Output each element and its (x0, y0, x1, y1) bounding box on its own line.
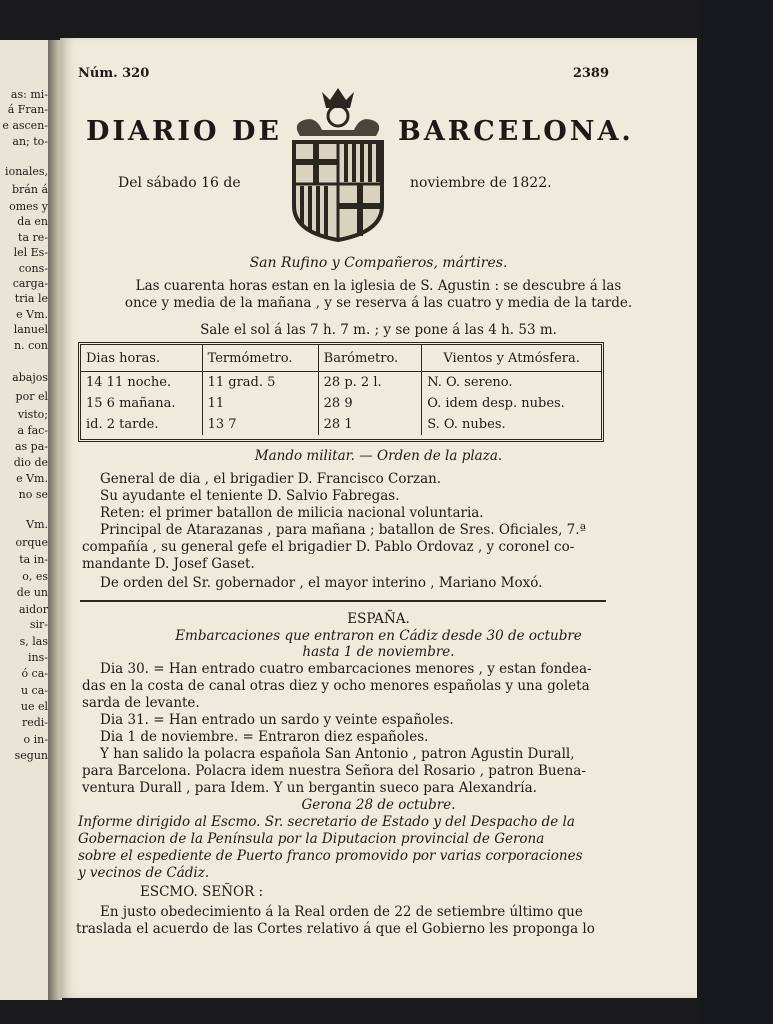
page-number: 2389 (572, 66, 609, 81)
news-line: Dia 30. = Han entrado cuatro embarcaciones menores , y estan fondea- (100, 661, 592, 677)
weather-cell: 28 p. 2 l. (318, 372, 422, 394)
left-page-text-fragment: lel Es- (13, 246, 48, 259)
military-line: compañía , su general gefe el brigadier D. Pablo Ordovaz , y coronel co- (82, 539, 575, 555)
news-line: Dia 1 de noviembre. = Entraron diez españoles. (100, 729, 429, 745)
left-page-text-fragment: da en (17, 215, 48, 228)
weather-cell: 14 11 noche. (86, 375, 172, 390)
date-line-right: noviembre de 1822. (410, 175, 552, 191)
left-page-text-fragment: s, las (19, 635, 48, 648)
left-page-text-fragment: á Fran- (7, 103, 48, 116)
military-line: mandante D. Josef Gaset. (82, 556, 255, 572)
weather-cell: 28 1 (318, 414, 422, 435)
weather-row (81, 414, 601, 435)
left-page-text-fragment: visto; (17, 408, 48, 421)
informe-line: y vecinos de Cádiz. (78, 865, 210, 881)
left-page-text-fragment: sir- (29, 618, 48, 631)
date-line-left: Del sábado 16 de (118, 175, 241, 191)
embarcaciones-heading: hasta 1 de noviembre. (302, 644, 455, 660)
left-page-text-fragment: e Vm. (16, 472, 48, 485)
left-page-text-fragment: o in- (23, 733, 48, 746)
weather-cell: 11 (202, 393, 318, 414)
weather-cell: id. 2 tarde. (86, 417, 159, 432)
issue-number: Núm. 320 (78, 66, 150, 81)
news-line: Dia 31. = Han entrado un sardo y veinte españoles. (100, 712, 454, 728)
left-page-text-fragment: brán á (12, 183, 48, 196)
left-page-text-fragment: u ca- (20, 684, 48, 697)
left-page-text-fragment: Vm. (26, 518, 48, 531)
military-line: Reten: el primer batallon de milicia nacional voluntaria. (100, 505, 484, 521)
left-page-text-fragment: cons- (18, 262, 48, 275)
left-page-text-fragment: o, es (22, 570, 48, 583)
left-page-text-fragment: a fac- (17, 424, 48, 437)
informe-line: sobre el espediente de Puerto franco promovido por varias corporaciones (78, 848, 583, 864)
weather-cell: N. O. sereno. (422, 372, 601, 394)
left-page-text-fragment: an; to- (12, 135, 48, 148)
weather-cell: 28 9 (318, 393, 422, 414)
news-line: para Barcelona. Polacra idem nuestra Señora del Rosario , patron Buena- (82, 763, 586, 779)
masthead-title-right: BARCELONA. (398, 116, 634, 147)
left-page-text-fragment: de un (16, 586, 48, 599)
weather-header: Barómetro. (318, 345, 422, 372)
informe-line: Informe dirigido al Escmo. Sr. secretario de Estado y del Despacho de la (78, 814, 575, 830)
left-page-text-fragment: ionales, (5, 165, 48, 178)
gerona-dateline: Gerona 28 de octubre. (301, 797, 456, 813)
barcelona-coat-of-arms-icon (282, 86, 394, 242)
left-page-text-fragment: redi- (21, 716, 48, 729)
body-line: traslada el acuerdo de las Cortes relativo á que el Gobierno les proponga lo (76, 921, 595, 937)
left-page-text-fragment: aidor (19, 603, 48, 616)
left-page-text-fragment: n. con (14, 339, 48, 352)
left-facing-page (0, 40, 54, 1000)
news-line: das en la costa de canal otras diez y ocho menores españolas y una goleta (82, 678, 590, 694)
left-page-text-fragment: ó ca- (21, 667, 48, 680)
body-line: En justo obedecimiento á la Real orden de 22 de setiembre último que (100, 904, 583, 920)
masthead-title-left: DIARIO DE (86, 116, 282, 147)
weather-header: Vientos y Atmósfera. (422, 345, 601, 372)
left-page-text-fragment: ta re- (18, 231, 48, 244)
left-page-text-fragment: orque (15, 536, 48, 549)
weather-cell: 15 6 mañana. (86, 396, 176, 411)
section-rule (80, 600, 606, 602)
espana-heading: ESPAÑA. (347, 611, 410, 627)
weather-cell: 13 7 (202, 414, 318, 435)
weather-header: Dias horas. (81, 345, 202, 372)
news-line: Y han salido la polacra española San Antonio , patron Agustin Durall, (100, 746, 575, 762)
left-page-text-fragment: tria le (14, 292, 48, 305)
sunrise-sunset: Sale el sol á las 7 h. 7 m. ; y se pone á las 4 h. 53 m. (200, 322, 557, 338)
weather-cell: 11 grad. 5 (202, 372, 318, 394)
weather-row (81, 372, 601, 394)
salutation: ESCMO. SEÑOR : (140, 884, 264, 900)
military-line: De orden del Sr. gobernador , el mayor interino , Mariano Moxó. (100, 575, 543, 591)
left-page-text-fragment: omes y (9, 200, 48, 213)
left-page-text-fragment: e Vm. (16, 308, 48, 321)
left-page-text-fragment: as: mi- (10, 88, 48, 101)
left-page-text-fragment: no se (18, 488, 48, 501)
weather-cell: S. O. nubes. (422, 414, 601, 435)
forty-hours-line: once y media de la mañana , y se reserva á las cuatro y media de la tarde. (124, 295, 633, 311)
forty-hours-line: Las cuarenta horas estan en la iglesia de S. Agustin : se descubre á las (135, 278, 622, 294)
military-line: Su ayudante el teniente D. Salvio Fabregas. (100, 488, 400, 504)
embarcaciones-heading: Embarcaciones que entraron en Cádiz desde 30 de octubre (175, 628, 582, 644)
left-page-text-fragment: lanuel (13, 323, 48, 336)
weather-row (81, 393, 601, 414)
saints-of-the-day: San Rufino y Compañeros, mártires. (249, 255, 508, 271)
newspaper-page (60, 38, 697, 998)
left-page-text-fragment: dio de (13, 456, 48, 469)
weather-header: Termómetro. (202, 345, 318, 372)
weather-cell: O. idem desp. nubes. (422, 393, 601, 414)
left-page-text-fragment: por el (15, 390, 48, 403)
military-heading: Mando militar. — Orden de la plaza. (254, 448, 503, 464)
military-line: Principal de Atarazanas , para mañana ; batallon de Sres. Oficiales, 7.ª (100, 522, 586, 538)
news-line: ventura Durall , para Idem. Y un bergantin sueco para Alexandría. (82, 780, 537, 796)
left-page-text-fragment: as pa- (14, 440, 48, 453)
left-page-text-fragment: e ascen- (2, 119, 48, 132)
news-line: sarda de levante. (82, 695, 200, 711)
left-page-text-fragment: ta in- (19, 553, 48, 566)
left-page-text-fragment: carga- (12, 277, 48, 290)
left-page-text-fragment: ue el (20, 700, 48, 713)
weather-table (78, 342, 604, 442)
left-page-text-fragment: ins- (28, 651, 48, 664)
informe-line: Gobernacion de la Península por la Diputacion provincial de Gerona (78, 831, 545, 847)
left-page-text-fragment: abajos (12, 371, 48, 384)
left-page-text-fragment: segun (14, 749, 48, 762)
military-line: General de dia , el brigadier D. Francisco Corzan. (100, 471, 442, 487)
